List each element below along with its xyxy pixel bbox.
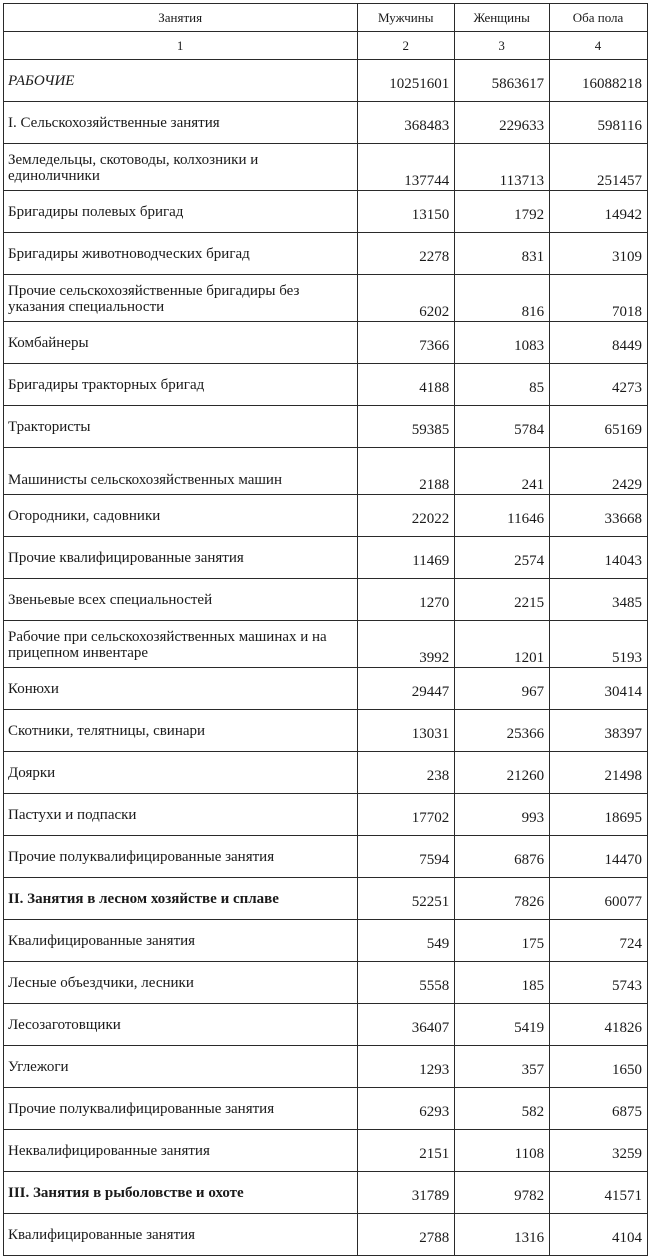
occupation-cell: Квалифицированные занятия	[4, 1214, 358, 1256]
total-count-cell: 2429	[550, 448, 648, 495]
table-row	[4, 668, 648, 710]
women-count-cell: 2215	[455, 579, 550, 621]
occupation-cell: Бригадиры животноводческих бригад	[4, 233, 358, 275]
total-count-cell: 65169	[550, 406, 648, 448]
table-row	[4, 233, 648, 275]
total-count-cell: 41826	[550, 1004, 648, 1046]
total-count-cell: 3485	[550, 579, 648, 621]
women-count-cell: 831	[455, 233, 550, 275]
men-count-cell: 5558	[358, 962, 455, 1004]
occupation-cell: Бригадиры полевых бригад	[4, 191, 358, 233]
table-row	[4, 920, 648, 962]
total-count-cell: 8449	[550, 322, 648, 364]
table-row	[4, 144, 648, 191]
table-row	[4, 794, 648, 836]
men-count-cell: 6293	[358, 1088, 455, 1130]
table-row	[4, 275, 648, 322]
occupation-cell: Звеньевые всех специальностей	[4, 579, 358, 621]
men-count-cell: 17702	[358, 794, 455, 836]
men-count-cell: 7366	[358, 322, 455, 364]
men-count-cell: 6202	[358, 275, 455, 322]
table-row	[4, 1130, 648, 1172]
women-count-cell: 229633	[455, 102, 550, 144]
total-count-cell: 16088218	[550, 60, 648, 102]
women-count-cell: 967	[455, 668, 550, 710]
occupation-cell: РАБОЧИЕ	[4, 60, 358, 102]
women-count-cell: 85	[455, 364, 550, 406]
table-row	[4, 1172, 648, 1214]
occupation-cell: Углежоги	[4, 1046, 358, 1088]
men-count-cell: 29447	[358, 668, 455, 710]
column-number-row	[4, 32, 648, 60]
total-count-cell: 4273	[550, 364, 648, 406]
men-count-cell: 368483	[358, 102, 455, 144]
women-count-cell: 816	[455, 275, 550, 322]
table-row	[4, 191, 648, 233]
women-count-cell: 185	[455, 962, 550, 1004]
women-count-cell: 5419	[455, 1004, 550, 1046]
total-count-cell: 30414	[550, 668, 648, 710]
occupation-cell: II. Занятия в лесном хозяйстве и сплаве	[4, 878, 358, 920]
column-number: 3	[455, 32, 550, 60]
women-count-cell: 9782	[455, 1172, 550, 1214]
men-count-cell: 238	[358, 752, 455, 794]
men-count-cell: 7594	[358, 836, 455, 878]
total-count-cell: 4104	[550, 1214, 648, 1256]
occupation-cell: Прочие полуквалифицированные занятия	[4, 836, 358, 878]
table-row	[4, 102, 648, 144]
table-row	[4, 406, 648, 448]
women-count-cell: 1201	[455, 621, 550, 668]
men-count-cell: 13031	[358, 710, 455, 752]
table-row	[4, 962, 648, 1004]
total-count-cell: 7018	[550, 275, 648, 322]
women-count-cell: 1316	[455, 1214, 550, 1256]
column-number: 4	[550, 32, 648, 60]
women-count-cell: 113713	[455, 144, 550, 191]
table-row	[4, 495, 648, 537]
men-count-cell: 31789	[358, 1172, 455, 1214]
occupation-cell: Земледельцы, скотоводы, колхозники и единоличники	[4, 144, 358, 191]
total-count-cell: 251457	[550, 144, 648, 191]
total-count-cell: 14942	[550, 191, 648, 233]
total-count-cell: 41571	[550, 1172, 648, 1214]
total-count-cell: 14470	[550, 836, 648, 878]
occupation-cell: I. Сельскохозяйственные занятия	[4, 102, 358, 144]
total-count-cell: 33668	[550, 495, 648, 537]
men-count-cell: 52251	[358, 878, 455, 920]
occupation-cell: Конюхи	[4, 668, 358, 710]
total-count-cell: 1650	[550, 1046, 648, 1088]
women-count-cell: 357	[455, 1046, 550, 1088]
header-men: Мужчины	[358, 4, 455, 32]
men-count-cell: 11469	[358, 537, 455, 579]
women-count-cell: 7826	[455, 878, 550, 920]
total-count-cell: 14043	[550, 537, 648, 579]
column-number: 2	[358, 32, 455, 60]
table-row	[4, 621, 648, 668]
column-number: 1	[4, 32, 358, 60]
occupation-cell: Прочие сельскохозяйственные бригадиры без указания специальности	[4, 275, 358, 322]
occupation-cell: Неквалифицированные занятия	[4, 1130, 358, 1172]
occupation-cell: Лесные объездчики, лесники	[4, 962, 358, 1004]
women-count-cell: 21260	[455, 752, 550, 794]
men-count-cell: 4188	[358, 364, 455, 406]
header-women: Женщины	[455, 4, 550, 32]
table-row	[4, 878, 648, 920]
occupation-cell: Квалифицированные занятия	[4, 920, 358, 962]
men-count-cell: 2151	[358, 1130, 455, 1172]
occupation-cell: Прочие полуквалифицированные занятия	[4, 1088, 358, 1130]
women-count-cell: 1792	[455, 191, 550, 233]
occupation-cell: Бригадиры тракторных бригад	[4, 364, 358, 406]
women-count-cell: 582	[455, 1088, 550, 1130]
occupation-cell: Машинисты сельскохозяйственных машин	[4, 448, 358, 495]
men-count-cell: 2278	[358, 233, 455, 275]
men-count-cell: 36407	[358, 1004, 455, 1046]
occupation-cell: Комбайнеры	[4, 322, 358, 364]
occupation-cell: Доярки	[4, 752, 358, 794]
occupation-cell: Рабочие при сельскохозяйственных машинах и на прицепном инвентаре	[4, 621, 358, 668]
header-occupation: Занятия	[4, 4, 358, 32]
total-count-cell: 60077	[550, 878, 648, 920]
total-count-cell: 598116	[550, 102, 648, 144]
table-row	[4, 1088, 648, 1130]
women-count-cell: 25366	[455, 710, 550, 752]
occupation-cell: Огородники, садовники	[4, 495, 358, 537]
table-row	[4, 1046, 648, 1088]
table-row	[4, 364, 648, 406]
men-count-cell: 1270	[358, 579, 455, 621]
table-body	[4, 60, 648, 1256]
total-count-cell: 18695	[550, 794, 648, 836]
occupation-cell: Прочие квалифицированные занятия	[4, 537, 358, 579]
table-row	[4, 448, 648, 495]
total-count-cell: 5743	[550, 962, 648, 1004]
header-both: Оба пола	[550, 4, 648, 32]
men-count-cell: 2788	[358, 1214, 455, 1256]
women-count-cell: 11646	[455, 495, 550, 537]
women-count-cell: 5784	[455, 406, 550, 448]
table-row	[4, 579, 648, 621]
men-count-cell: 549	[358, 920, 455, 962]
men-count-cell: 137744	[358, 144, 455, 191]
women-count-cell: 175	[455, 920, 550, 962]
table-row	[4, 1214, 648, 1256]
women-count-cell: 6876	[455, 836, 550, 878]
occupation-table	[3, 3, 648, 1256]
total-count-cell: 38397	[550, 710, 648, 752]
men-count-cell: 1293	[358, 1046, 455, 1088]
header-row	[4, 4, 648, 32]
women-count-cell: 5863617	[455, 60, 550, 102]
table-row	[4, 836, 648, 878]
women-count-cell: 993	[455, 794, 550, 836]
women-count-cell: 1083	[455, 322, 550, 364]
total-count-cell: 5193	[550, 621, 648, 668]
occupation-cell: Скотники, телятницы, свинари	[4, 710, 358, 752]
men-count-cell: 13150	[358, 191, 455, 233]
total-count-cell: 724	[550, 920, 648, 962]
occupation-cell: III. Занятия в рыболовстве и охоте	[4, 1172, 358, 1214]
total-count-cell: 6875	[550, 1088, 648, 1130]
women-count-cell: 1108	[455, 1130, 550, 1172]
women-count-cell: 241	[455, 448, 550, 495]
men-count-cell: 2188	[358, 448, 455, 495]
total-count-cell: 21498	[550, 752, 648, 794]
total-count-cell: 3259	[550, 1130, 648, 1172]
table-row	[4, 322, 648, 364]
men-count-cell: 10251601	[358, 60, 455, 102]
total-count-cell: 3109	[550, 233, 648, 275]
occupation-cell: Пастухи и подпаски	[4, 794, 358, 836]
men-count-cell: 22022	[358, 495, 455, 537]
table-row	[4, 710, 648, 752]
table-row	[4, 537, 648, 579]
occupation-cell: Трактористы	[4, 406, 358, 448]
table-row	[4, 752, 648, 794]
women-count-cell: 2574	[455, 537, 550, 579]
table-row	[4, 1004, 648, 1046]
occupation-cell: Лесозаготовщики	[4, 1004, 358, 1046]
men-count-cell: 3992	[358, 621, 455, 668]
men-count-cell: 59385	[358, 406, 455, 448]
table-row	[4, 60, 648, 102]
